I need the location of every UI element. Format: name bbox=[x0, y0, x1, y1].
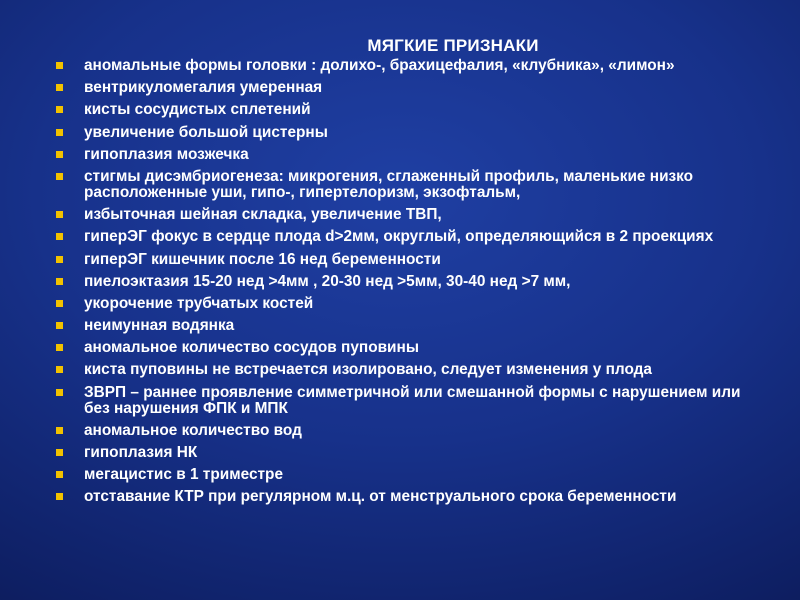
bullet-square-icon bbox=[56, 427, 63, 434]
list-item-text: гиперЭГ кишечник после 16 нед беременности bbox=[84, 250, 441, 268]
list-item bbox=[52, 445, 764, 461]
list-item bbox=[52, 362, 764, 378]
list-item bbox=[52, 125, 764, 141]
list-item bbox=[52, 340, 764, 356]
list-item-text: гипоплазия мозжечка bbox=[84, 145, 249, 163]
list-item-text: ЗВРП – раннее проявление симметричной или смешанной формы с нарушением или без нарушения ФПК и МПК bbox=[84, 383, 741, 417]
bullet-square-icon bbox=[56, 300, 63, 307]
bullet-square-icon bbox=[56, 106, 63, 113]
list-item-text: аномальное количество вод bbox=[84, 421, 302, 439]
bullet-square-icon bbox=[56, 471, 63, 478]
list-item bbox=[52, 385, 764, 417]
list-item bbox=[52, 169, 764, 201]
list-item-text: аномальные формы головки : долихо-, брахицефалия, «клубника», «лимон» bbox=[84, 57, 675, 74]
bullet-square-icon bbox=[56, 493, 63, 500]
list-item-text: стигмы дисэмбриогенеза: микрогения, сглаженный профиль, маленькие низко расположенные уши, гипо-, гипертелоризм, экзофтальм, bbox=[84, 167, 694, 201]
bullet-square-icon bbox=[56, 322, 63, 329]
bullet-square-icon bbox=[56, 129, 63, 136]
bullet-square-icon bbox=[56, 278, 63, 285]
list-item bbox=[52, 467, 764, 483]
list-item-text: мегацистис в 1 триместре bbox=[84, 466, 284, 484]
list-item bbox=[52, 207, 764, 223]
bullet-square-icon bbox=[56, 84, 63, 91]
list-item-text: киста пуповины не встречается изолировано, следует изменения у плода bbox=[84, 361, 652, 379]
list-item-text: кисты сосудистых сплетений bbox=[84, 101, 311, 119]
list-item-text: укорочение трубчатых костей bbox=[84, 294, 314, 312]
list-item-text: гиперЭГ фокус в сердце плода d>2мм, округлый, определяющийся в 2 проекциях bbox=[84, 228, 714, 246]
bullet-square-icon bbox=[56, 366, 63, 373]
list-item bbox=[52, 80, 764, 96]
list-item-text: аномальное количество сосудов пуповины bbox=[84, 339, 419, 357]
bullet-square-icon bbox=[56, 211, 63, 218]
list-item bbox=[52, 252, 764, 268]
list-item bbox=[52, 58, 764, 74]
list-item bbox=[52, 296, 764, 312]
list-item bbox=[52, 274, 764, 290]
list-item bbox=[52, 489, 764, 505]
list-item-text: неимунная водянка bbox=[84, 317, 235, 335]
bullet-square-icon bbox=[56, 449, 63, 456]
soft-markers-list bbox=[52, 58, 764, 512]
list-item-text: вентрикуломегалия умеренная bbox=[84, 79, 323, 97]
list-item bbox=[52, 229, 764, 245]
list-item-text: увеличение большой цистерны bbox=[84, 123, 328, 141]
list-item-text: отставание КТР при регулярном м.ц. от менструального срока беременности bbox=[84, 488, 677, 506]
bullet-square-icon bbox=[56, 389, 63, 396]
list-item bbox=[52, 318, 764, 334]
list-item bbox=[52, 102, 764, 118]
bullet-square-icon bbox=[56, 233, 63, 240]
list-item-text: пиелоэктазия 15-20 нед >4мм , 20-30 нед >5мм, 30-40 нед >7 мм, bbox=[84, 272, 571, 290]
slide-title: МЯГКИЕ ПРИЗНАКИ bbox=[367, 36, 539, 55]
bullet-square-icon bbox=[56, 173, 63, 180]
list-item-text: избыточная шейная складка, увеличение ТВП, bbox=[84, 206, 442, 224]
bullet-square-icon bbox=[56, 62, 63, 69]
list-item bbox=[52, 423, 764, 439]
bullet-square-icon bbox=[56, 256, 63, 263]
list-item-text: гипоплазия НК bbox=[84, 444, 198, 461]
bullet-square-icon bbox=[56, 344, 63, 351]
list-item bbox=[52, 147, 764, 163]
bullet-square-icon bbox=[56, 151, 63, 158]
